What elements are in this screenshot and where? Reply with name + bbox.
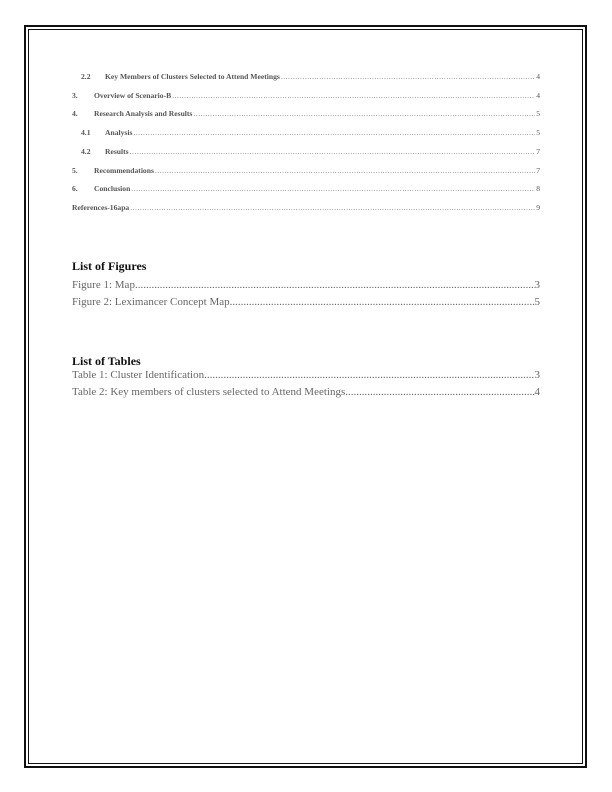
toc-leader-dots	[281, 72, 535, 81]
toc-entry-page: 4	[536, 72, 540, 81]
toc-entry-4[interactable]	[72, 109, 540, 118]
figure-entry-page: 5	[534, 296, 540, 308]
table-leader-dots	[204, 369, 534, 381]
toc-leader-dots	[131, 184, 535, 193]
table-entry-title: Table 1: Cluster Identification	[72, 369, 205, 381]
figure-entry-2[interactable]	[72, 296, 540, 308]
figure-leader-dots	[135, 279, 535, 291]
toc-entry-references[interactable]	[72, 203, 540, 212]
table-entry-1[interactable]	[72, 369, 540, 381]
table-leader-dots	[345, 386, 534, 398]
list-of-figures-heading: List of Figures	[72, 259, 147, 273]
figure-entry-title: Figure 1: Map	[72, 279, 135, 291]
toc-entry-title: References-16apa	[72, 203, 130, 212]
toc-entry-4-2[interactable]	[72, 147, 540, 156]
toc-entry-title: Conclusion	[94, 184, 131, 193]
figure-entry-page: 3	[534, 279, 540, 291]
toc-entry-number: 2.2	[81, 72, 91, 81]
list-of-tables-heading: List of Tables	[72, 354, 141, 368]
toc-leader-dots	[130, 147, 536, 156]
toc-entry-title: Recommendations	[94, 166, 154, 175]
toc-entry-5[interactable]	[72, 166, 540, 175]
toc-leader-dots	[193, 109, 535, 118]
table-entry-page: 3	[534, 369, 540, 381]
table-entry-title: Table 2: Key members of clusters selected to Attend Meetings	[72, 386, 346, 398]
table-entry-page: 4	[534, 386, 540, 398]
toc-entry-3[interactable]	[72, 91, 540, 100]
toc-entry-page: 7	[536, 147, 540, 156]
toc-entry-number: 4.1	[81, 128, 91, 137]
toc-entry-title: Analysis	[105, 128, 133, 137]
toc-entry-page: 5	[536, 128, 540, 137]
toc-leader-dots	[155, 166, 535, 175]
toc-leader-dots	[133, 128, 535, 137]
toc-leader-dots	[130, 203, 535, 212]
toc-entry-6[interactable]	[72, 184, 540, 193]
toc-entry-title: Overview of Scenario-B	[94, 91, 172, 100]
toc-entry-title: Research Analysis and Results	[94, 109, 193, 118]
toc-entry-number: 3.	[72, 91, 78, 100]
table-entry-2[interactable]	[72, 386, 540, 398]
toc-entry-number: 4.2	[81, 147, 91, 156]
figure-entry-title: Figure 2: Leximancer Concept Map	[72, 296, 230, 308]
toc-entry-page: 5	[536, 109, 540, 118]
toc-entry-page: 9	[536, 203, 540, 212]
figure-entry-1[interactable]	[72, 279, 540, 291]
figure-leader-dots	[230, 296, 535, 308]
toc-entry-page: 4	[536, 91, 540, 100]
toc-entry-number: 4.	[72, 109, 78, 118]
toc-entry-title: Results	[105, 147, 129, 156]
toc-entry-4-1[interactable]	[72, 128, 540, 137]
toc-leader-dots	[172, 91, 535, 100]
toc-entry-page: 8	[536, 184, 540, 193]
toc-entry-title: Key Members of Clusters Selected to Attend Meetings	[105, 72, 280, 81]
toc-entry-number: 6.	[72, 184, 78, 193]
toc-entry-page: 7	[536, 166, 540, 175]
toc-entry-number: 5.	[72, 166, 78, 175]
toc-entry-2-2[interactable]	[72, 72, 540, 81]
